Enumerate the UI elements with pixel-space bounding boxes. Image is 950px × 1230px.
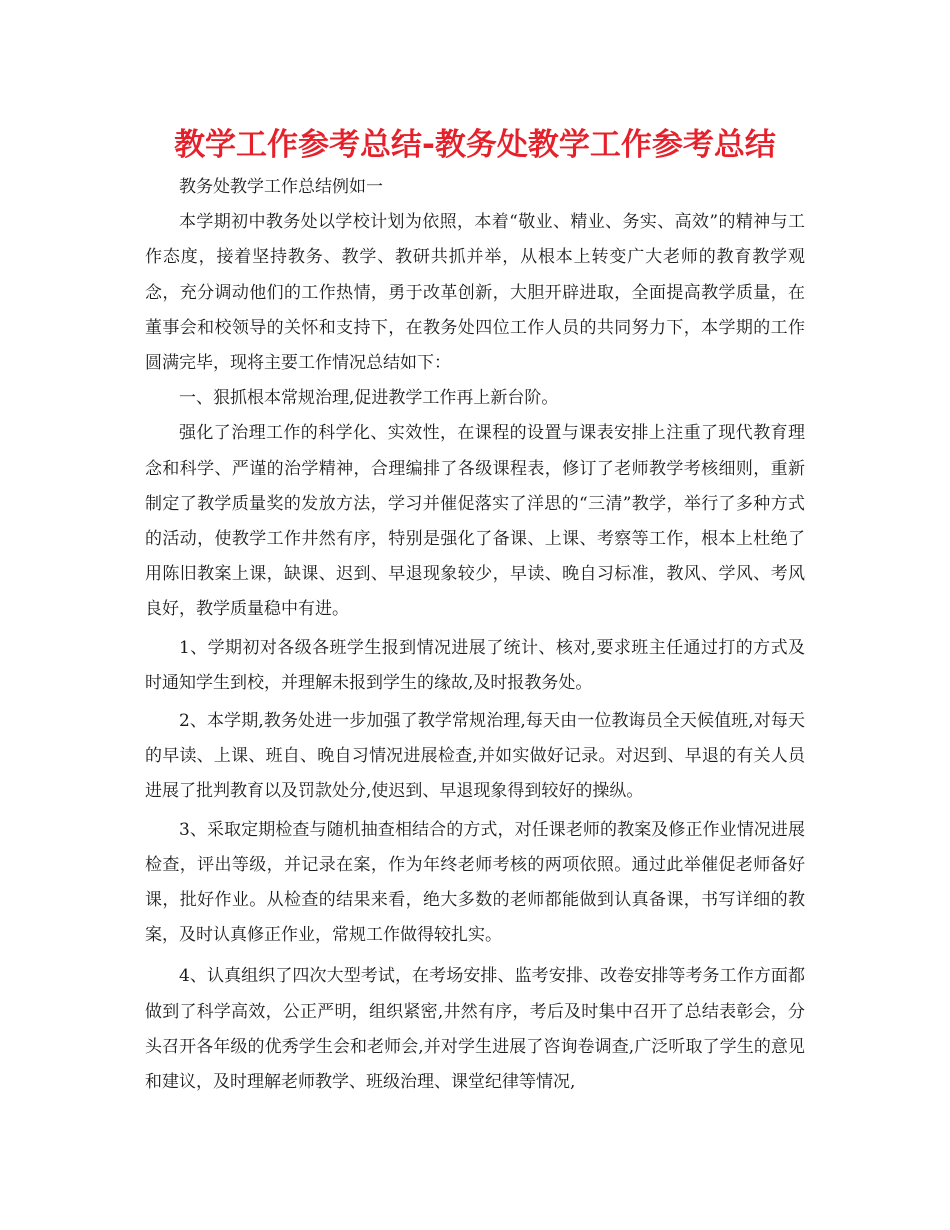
- document-body: [145, 170, 805, 1100]
- paragraph-item-1: 1、学期初对各级各班学生报到情况进展了统计、核对,要求班主任通过打的方式及时通知学生到校，并理解未报到学生的缘故,及时报教务处。: [145, 637, 805, 693]
- paragraph-item-2: 2、本学期,教务处进一步加强了教学常规治理,每天由一位教诲员全天候值班,对每天的早读、上课、班自、晚自习情况进展检查,并如实做好记录。对迟到、早退的有关人员进展了批判教育以及罚款处分,使迟到、早退现象得到较好的操纵。: [145, 711, 805, 802]
- paragraph-item-3: 3、采取定期检查与随机抽查相结合的方式，对任课老师的教案及修正作业情况进展检查，评出等级，并记录在案，作为年终老师考核的两项依照。通过此举催促老师备好课，批好作业。从检查的结果来看，绝大多数的老师都能做到认真备课，书写详细的教案，及时认真修正作业，常规工作做得较扎实。: [145, 819, 805, 946]
- paragraph-management: 强化了治理工作的科学化、实效性，在课程的设置与课表安排上注重了现代教育理念和科学、严谨的治学精神，合理编排了各级课程表，修订了老师教学考核细则，重新制定了教学质量奖的发放方法，学习并催促落实了洋思的“三清”教学，举行了多种方式的活动，使教学工作井然有序，特别是强化了备课、上课、考察等工作，根本上杜绝了用陈旧教案上课，缺课、迟到、早退现象较少，早读、晚自习标准，教风、学风、考风良好，教学质量稳中有进。: [145, 423, 805, 620]
- paragraph-subtitle: 教务处教学工作总结例如一: [179, 177, 383, 197]
- paragraph-intro: 本学期初中教务处以学校计划为依照，本着“敬业、精业、务实、高效”的精神与工作态度，接着坚持教务、教学、教研共抓并举，从根本上转变广大老师的教育教学观念，充分调动他们的工作热情，勇于改革创新，大胆开辟进取，全面提高教学质量，在董事会和校领导的关怀和支持下，在教务处四位工作人员的共同努力下，本学期的工作圆满完毕，现将主要工作情况总结如下：: [145, 212, 805, 374]
- paragraph-item-4: 4、认真组织了四次大型考试，在考场安排、监考安排、改卷安排等考务工作方面都做到了科学高效，公正严明，组织紧密,井然有序，考后及时集中召开了总结表彰会，分头召开各年级的优秀学生会和老师会,并对学生进展了咨询卷调查,广泛听取了学生的意见和建议，及时理解老师教学、班级治理、课堂纪律等情况,: [145, 966, 805, 1093]
- paragraph-section-heading: 一、狠抓根本常规治理,促进教学工作再上新台阶。: [179, 388, 559, 409]
- document-title: 教学工作参考总结-教务处教学工作参考总结: [174, 127, 776, 163]
